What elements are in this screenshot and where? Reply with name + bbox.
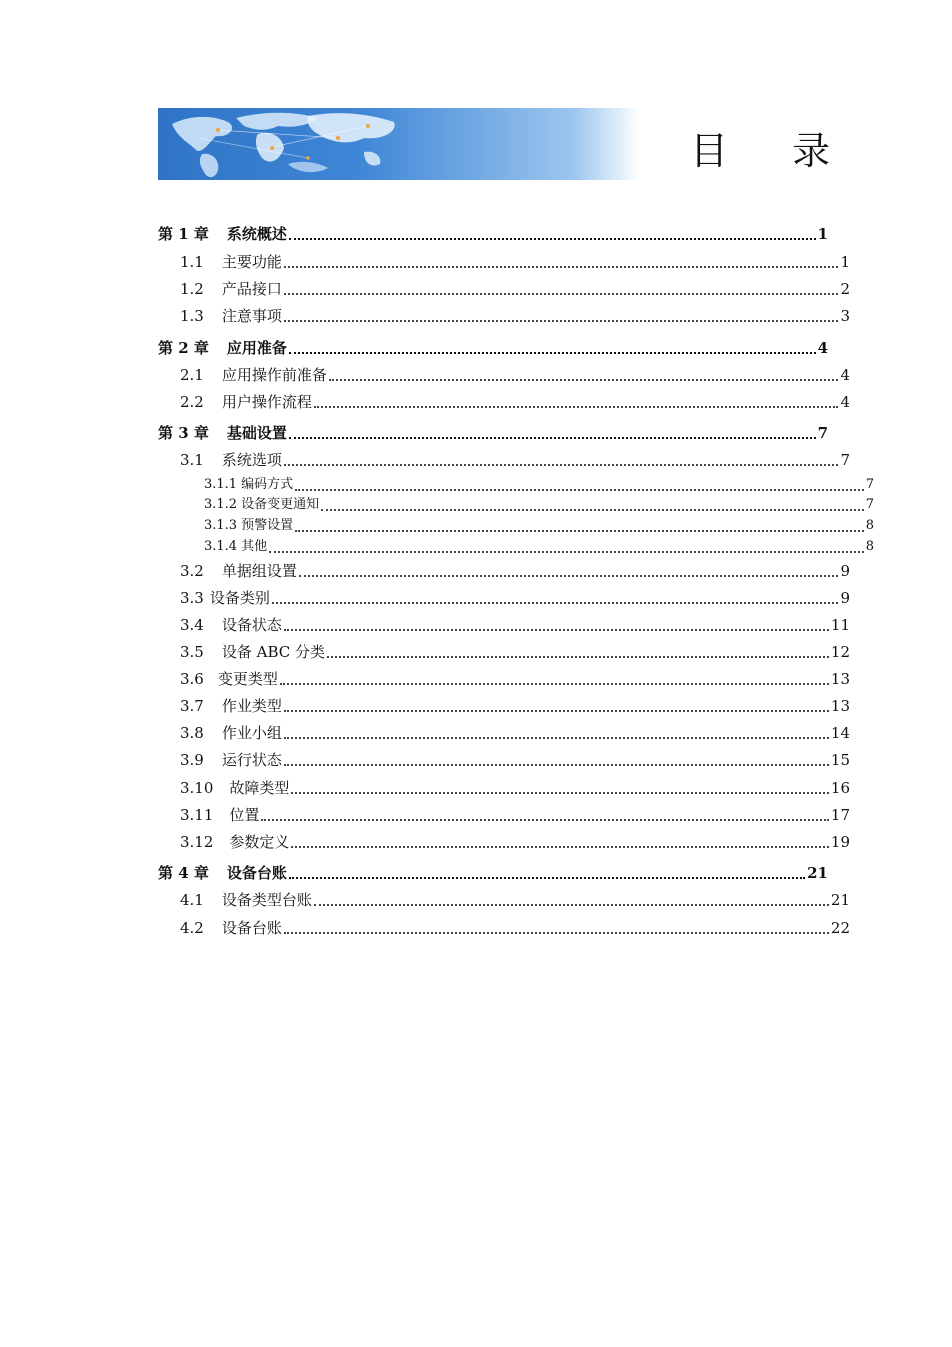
toc-entry[interactable] (158, 562, 850, 580)
toc-page-number: 22 (830, 919, 850, 937)
toc-dot-leader (284, 464, 839, 466)
toc-entry[interactable] (158, 779, 850, 797)
toc-entry-label: 系统概述 (226, 225, 287, 243)
toc-dot-leader (284, 737, 829, 739)
toc-page-number: 3 (840, 307, 850, 325)
toc-dot-leader (289, 877, 805, 879)
toc-entry-label: 注意事项 (221, 307, 282, 325)
toc-entry-number: 3.1 (180, 451, 204, 469)
toc-page-number: 12 (830, 643, 850, 661)
toc-dot-leader (314, 406, 839, 408)
toc-page-number: 4 (817, 339, 828, 357)
toc-entry-number: 3.1.3 (204, 518, 238, 533)
toc-entry-number: 第 4 章 (158, 864, 209, 882)
toc-dot-leader (284, 266, 839, 268)
toc-chapter-entry[interactable] (158, 424, 828, 442)
toc-entry-label: 设备状态 (221, 616, 282, 634)
toc-entry[interactable] (158, 253, 850, 271)
toc-page-number: 21 (807, 864, 828, 882)
toc-entry-number: 2.2 (180, 393, 204, 411)
toc-entry[interactable] (158, 393, 850, 411)
toc-entry[interactable] (158, 697, 850, 715)
toc-entry-number: 4.2 (180, 919, 204, 937)
toc-page-number: 2 (840, 280, 850, 298)
toc-entry-label: 应用准备 (226, 339, 287, 357)
world-map-icon (158, 108, 628, 180)
toc-page-number: 8 (865, 518, 874, 533)
toc-entry-label: 应用操作前准备 (221, 366, 327, 384)
toc-entry-label: 基础设置 (226, 424, 287, 442)
toc-entry[interactable] (158, 589, 850, 607)
toc-entry[interactable] (158, 806, 850, 824)
toc-entry-number: 第 3 章 (158, 424, 209, 442)
toc-entry-label: 用户操作流程 (221, 393, 312, 411)
toc-dot-leader (289, 352, 816, 354)
toc-entry-number: 3.1.2 (204, 497, 238, 512)
toc-page-number: 14 (830, 724, 850, 742)
page-title: 目 录 (690, 129, 857, 173)
toc-entry-label: 设备台账 (226, 864, 287, 882)
toc-entry-label: 预警设置 (241, 518, 294, 533)
toc-entry[interactable] (158, 751, 850, 769)
toc-dot-leader (269, 551, 864, 553)
toc-entry-label: 变更类型 (217, 670, 278, 688)
toc-entry-label: 单据组设置 (221, 562, 297, 580)
toc-dot-leader (284, 932, 829, 934)
toc-entry-number: 3.2 (180, 562, 204, 580)
toc-dot-leader (261, 819, 828, 821)
toc-dot-leader (289, 437, 816, 439)
toc-entry-number: 3.10 (180, 779, 214, 797)
toc-entry[interactable] (158, 451, 850, 469)
toc-dot-leader (321, 509, 864, 511)
toc-page-number: 15 (830, 751, 850, 769)
toc-entry-number: 3.11 (180, 806, 214, 824)
toc-entry[interactable] (158, 280, 850, 298)
toc-page-number: 19 (830, 833, 850, 851)
toc-dot-leader (329, 379, 839, 381)
toc-entry-label: 设备变更通知 (241, 497, 320, 512)
toc-chapter-entry[interactable] (158, 339, 828, 357)
toc-entry-number: 3.1.1 (204, 477, 238, 492)
toc-entry-label: 设备台账 (221, 919, 282, 937)
toc-entry-label: 设备类别 (209, 589, 270, 607)
toc-entry[interactable] (158, 366, 850, 384)
toc-page-number: 21 (830, 891, 850, 909)
toc-entry-number: 4.1 (180, 891, 204, 909)
toc-page-number: 8 (865, 539, 874, 554)
toc-entry-number: 3.1.4 (204, 539, 238, 554)
toc-entry-label: 系统选项 (221, 451, 282, 469)
toc-entry[interactable] (158, 307, 850, 325)
toc-entry-label: 位置 (229, 806, 260, 824)
toc-entry-label: 编码方式 (241, 477, 294, 492)
toc-dot-leader (295, 530, 864, 532)
toc-dot-leader (291, 846, 828, 848)
toc-page-number: 13 (830, 670, 850, 688)
toc-chapter-entry[interactable] (158, 225, 828, 243)
toc-dot-leader (327, 656, 829, 658)
toc-dot-leader (291, 792, 828, 794)
toc-dot-leader (289, 238, 816, 240)
toc-entry[interactable] (158, 670, 850, 688)
toc-dot-leader (284, 710, 829, 712)
toc-page-number: 1 (817, 225, 828, 243)
toc-entry-number: 3.9 (180, 751, 204, 769)
toc-dot-leader (295, 489, 864, 491)
toc-entry-number: 第 2 章 (158, 339, 209, 357)
toc-entry-number: 3.4 (180, 616, 204, 634)
toc-entry-label: 作业类型 (221, 697, 282, 715)
toc-entry-number: 3.5 (180, 643, 204, 661)
toc-entry-label: 产品接口 (221, 280, 282, 298)
toc-entry-number: 3.12 (180, 833, 214, 851)
toc-page-number: 9 (840, 562, 850, 580)
toc-entry-number: 3.3 (180, 589, 204, 607)
toc-entry-label: 其他 (241, 539, 268, 554)
toc-page-number: 7 (817, 424, 828, 442)
toc-entry-label: 设备 ABC 分类 (221, 643, 326, 661)
toc-entry-label: 设备类型台账 (221, 891, 312, 909)
toc-page-number: 4 (840, 393, 850, 411)
toc-entry-number: 1.1 (180, 253, 204, 271)
toc-entry-number: 1.3 (180, 307, 204, 325)
toc-page-number: 17 (830, 806, 850, 824)
toc-entry-number: 3.7 (180, 697, 204, 715)
toc-dot-leader (284, 320, 839, 322)
toc-dot-leader (314, 904, 829, 906)
toc-entry-label: 故障类型 (229, 779, 290, 797)
toc-entry[interactable] (158, 476, 874, 494)
toc-entry-number: 3.8 (180, 724, 204, 742)
toc-page-number: 7 (865, 497, 874, 512)
toc-page-number: 9 (840, 589, 850, 607)
toc-entry-label: 主要功能 (221, 253, 282, 271)
toc-dot-leader (284, 764, 829, 766)
toc-page-number: 7 (865, 477, 874, 492)
toc-entry-number: 3.6 (180, 670, 204, 688)
toc-page-number: 4 (840, 366, 850, 384)
toc-entry-number: 1.2 (180, 280, 204, 298)
toc-entry[interactable] (158, 891, 850, 909)
toc-dot-leader (280, 683, 829, 685)
toc-entry[interactable] (158, 538, 874, 556)
toc-entry-label: 运行状态 (221, 751, 282, 769)
toc-dot-leader (284, 293, 839, 295)
toc-entry[interactable] (158, 616, 850, 634)
toc-entry[interactable] (158, 833, 850, 851)
toc-chapter-entry[interactable] (158, 864, 828, 882)
toc-entry-label: 作业小组 (221, 724, 282, 742)
toc-dot-leader (284, 629, 829, 631)
toc-page-number: 16 (830, 779, 850, 797)
toc-entry-number: 第 1 章 (158, 225, 209, 243)
toc-entry[interactable] (158, 919, 850, 937)
toc-dot-leader (272, 602, 839, 604)
toc-entry[interactable] (158, 643, 850, 661)
toc-dot-leader (299, 575, 839, 577)
toc-entry[interactable] (158, 496, 874, 514)
toc-page-number: 1 (840, 253, 850, 271)
toc-entry[interactable] (158, 724, 850, 742)
toc-page-number: 7 (840, 451, 850, 469)
toc-page-number: 11 (830, 616, 850, 634)
toc-entry-number: 2.1 (180, 366, 204, 384)
toc-page-number: 13 (830, 697, 850, 715)
toc-entry-label: 参数定义 (229, 833, 290, 851)
toc-entry[interactable] (158, 517, 874, 535)
